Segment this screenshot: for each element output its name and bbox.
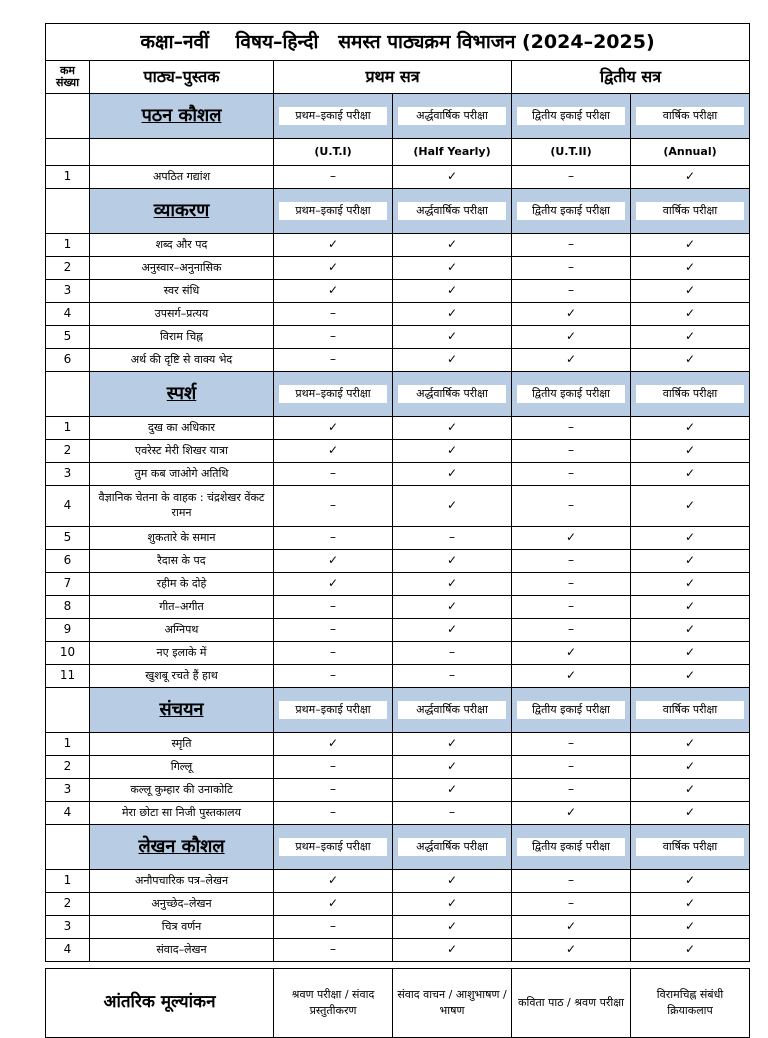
ut2-mark-check: ✓ xyxy=(512,326,631,349)
lesson-serial: 5 xyxy=(46,527,90,550)
half-yearly-mark-check: ✓ xyxy=(393,550,512,573)
ut2-mark-check: ✓ xyxy=(512,527,631,550)
lesson-name: अपठित गद्यांश xyxy=(90,166,274,189)
lesson-name: स्मृति xyxy=(90,733,274,756)
section-header-row xyxy=(46,372,750,417)
half-yearly-mark-check: ✓ xyxy=(393,303,512,326)
half-yearly-mark-dash: – xyxy=(393,665,512,688)
lesson-row xyxy=(46,573,750,596)
ut2-mark-dash: – xyxy=(512,550,631,573)
ut1-mark-check: ✓ xyxy=(274,550,393,573)
lesson-serial: 9 xyxy=(46,619,90,642)
exam-code-row xyxy=(46,139,750,166)
section-serial-cell xyxy=(46,94,90,139)
title-row xyxy=(46,24,750,61)
ut2-mark-dash: – xyxy=(512,486,631,527)
half-yearly-mark-check: ✓ xyxy=(393,733,512,756)
ut2-header: द्वितीय इकाई परीक्षा xyxy=(517,385,625,403)
ut1-mark-dash: – xyxy=(274,596,393,619)
lesson-serial: 3 xyxy=(46,463,90,486)
ut1-mark-check: ✓ xyxy=(274,234,393,257)
assessment-activity: कविता पाठ / श्रवण परीक्षा xyxy=(512,969,631,1038)
ut2-mark-dash: – xyxy=(512,596,631,619)
annual-header-cell xyxy=(631,825,750,870)
lesson-name: अर्थ की दृष्टि से वाक्य भेद xyxy=(90,349,274,372)
annual-mark-check: ✓ xyxy=(631,802,750,825)
ut1-header-cell xyxy=(274,372,393,417)
lesson-name: दुख का अधिकार xyxy=(90,417,274,440)
half-yearly-mark-check: ✓ xyxy=(393,349,512,372)
ut2-header-cell xyxy=(512,372,631,417)
ut2-mark-check: ✓ xyxy=(512,303,631,326)
internal-assessment-table xyxy=(45,968,750,1038)
section-title: पठन कौशल xyxy=(90,94,274,139)
lesson-serial: 4 xyxy=(46,802,90,825)
half-yearly-header: अर्द्धवार्षिक परीक्षा xyxy=(398,202,506,220)
lesson-row xyxy=(46,349,750,372)
ut2-mark-dash: – xyxy=(512,779,631,802)
lesson-name: वैज्ञानिक चेतना के वाहक : चंद्रशेखर वेंकट रामन xyxy=(90,486,274,527)
internal-assessment-row xyxy=(46,969,750,1038)
lesson-row xyxy=(46,417,750,440)
annual-mark-check: ✓ xyxy=(631,527,750,550)
ut1-header: प्रथम–इकाई परीक्षा xyxy=(279,107,387,125)
lesson-row xyxy=(46,619,750,642)
ut1-mark-check: ✓ xyxy=(274,280,393,303)
ut2-mark-dash: – xyxy=(512,280,631,303)
annual-mark-check: ✓ xyxy=(631,870,750,893)
half-yearly-mark-check: ✓ xyxy=(393,756,512,779)
lesson-name: चित्र वर्णन xyxy=(90,916,274,939)
half-yearly-mark-check: ✓ xyxy=(393,326,512,349)
lesson-name: अनौपचारिक पत्र–लेखन xyxy=(90,870,274,893)
lesson-serial: 7 xyxy=(46,573,90,596)
ut1-mark-dash: – xyxy=(274,665,393,688)
section-header-row xyxy=(46,189,750,234)
annual-mark-check: ✓ xyxy=(631,573,750,596)
annual-header-cell xyxy=(631,94,750,139)
ut2-mark-check: ✓ xyxy=(512,642,631,665)
ut1-mark-dash: – xyxy=(274,756,393,779)
lesson-serial: 11 xyxy=(46,665,90,688)
lesson-row xyxy=(46,234,750,257)
lesson-serial: 4 xyxy=(46,303,90,326)
ut1-mark-dash: – xyxy=(274,916,393,939)
lesson-serial: 4 xyxy=(46,939,90,962)
ut2-header-cell xyxy=(512,688,631,733)
lesson-serial: 2 xyxy=(46,257,90,280)
annual-mark-check: ✓ xyxy=(631,463,750,486)
lesson-row xyxy=(46,870,750,893)
lesson-row xyxy=(46,257,750,280)
annual-mark-check: ✓ xyxy=(631,733,750,756)
ut1-mark-dash: – xyxy=(274,463,393,486)
half-yearly-mark-check: ✓ xyxy=(393,440,512,463)
first-term-header: प्रथम सत्र xyxy=(274,61,512,94)
lesson-serial: 1 xyxy=(46,234,90,257)
lesson-row xyxy=(46,596,750,619)
lesson-serial: 1 xyxy=(46,870,90,893)
lesson-serial: 10 xyxy=(46,642,90,665)
annual-mark-check: ✓ xyxy=(631,756,750,779)
lesson-row xyxy=(46,326,750,349)
ut2-header: द्वितीय इकाई परीक्षा xyxy=(517,107,625,125)
ut2-header: द्वितीय इकाई परीक्षा xyxy=(517,701,625,719)
annual-mark-check: ✓ xyxy=(631,257,750,280)
annual-header-cell xyxy=(631,189,750,234)
lesson-row xyxy=(46,463,750,486)
lesson-name: उपसर्ग–प्रत्यय xyxy=(90,303,274,326)
header-row xyxy=(46,61,750,94)
half-yearly-mark-check: ✓ xyxy=(393,619,512,642)
half-yearly-mark-check: ✓ xyxy=(393,916,512,939)
ut2-mark-dash: – xyxy=(512,234,631,257)
ut2-mark-dash: – xyxy=(512,166,631,189)
half-yearly-header-cell xyxy=(393,94,512,139)
ut1-mark-dash: – xyxy=(274,166,393,189)
half-yearly-header: अर्द्धवार्षिक परीक्षा xyxy=(398,838,506,856)
lesson-name: अनुच्छेद–लेखन xyxy=(90,893,274,916)
ut2-header-cell xyxy=(512,825,631,870)
annual-mark-check: ✓ xyxy=(631,642,750,665)
ut1-mark-dash: – xyxy=(274,486,393,527)
annual-mark-check: ✓ xyxy=(631,619,750,642)
lesson-row xyxy=(46,280,750,303)
exam-code: (U.T.I) xyxy=(274,139,393,166)
lesson-name: तुम कब जाओगे अतिथि xyxy=(90,463,274,486)
half-yearly-mark-check: ✓ xyxy=(393,234,512,257)
exam-code: (Annual) xyxy=(631,139,750,166)
ut1-header-cell xyxy=(274,825,393,870)
exam-code: (Half Yearly) xyxy=(393,139,512,166)
ut2-mark-check: ✓ xyxy=(512,349,631,372)
ut2-mark-check: ✓ xyxy=(512,939,631,962)
annual-mark-check: ✓ xyxy=(631,665,750,688)
lesson-serial: 2 xyxy=(46,756,90,779)
half-yearly-header-cell xyxy=(393,372,512,417)
lesson-name: स्वर संधि xyxy=(90,280,274,303)
ut2-mark-check: ✓ xyxy=(512,916,631,939)
lesson-serial: 1 xyxy=(46,733,90,756)
code-book-cell xyxy=(90,139,274,166)
half-yearly-mark-check: ✓ xyxy=(393,417,512,440)
lesson-serial: 5 xyxy=(46,326,90,349)
half-yearly-header-cell xyxy=(393,825,512,870)
annual-mark-check: ✓ xyxy=(631,939,750,962)
section-title: स्पर्श xyxy=(90,372,274,417)
lesson-serial: 2 xyxy=(46,440,90,463)
half-yearly-header: अर्द्धवार्षिक परीक्षा xyxy=(398,701,506,719)
section-header-row xyxy=(46,94,750,139)
annual-mark-check: ✓ xyxy=(631,303,750,326)
lesson-name: नए इलाके में xyxy=(90,642,274,665)
lesson-serial: 3 xyxy=(46,916,90,939)
ut2-mark-dash: – xyxy=(512,733,631,756)
ut2-header: द्वितीय इकाई परीक्षा xyxy=(517,202,625,220)
half-yearly-mark-check: ✓ xyxy=(393,280,512,303)
page-title: कक्षा–नवीं विषय–हिन्दी समस्त पाठ्यक्रम विभाजन (2024–2025) xyxy=(46,24,750,61)
lesson-name: अनुस्वार–अनुनासिक xyxy=(90,257,274,280)
lesson-serial: 8 xyxy=(46,596,90,619)
ut1-mark-dash: – xyxy=(274,303,393,326)
section-serial-cell xyxy=(46,825,90,870)
lesson-serial: 6 xyxy=(46,349,90,372)
lesson-name: विराम चिह्न xyxy=(90,326,274,349)
lesson-row xyxy=(46,166,750,189)
serial-number-header: कम संख्या xyxy=(46,61,90,94)
annual-mark-check: ✓ xyxy=(631,779,750,802)
syllabus-document xyxy=(45,23,749,1038)
annual-mark-check: ✓ xyxy=(631,280,750,303)
half-yearly-mark-check: ✓ xyxy=(393,939,512,962)
annual-header-cell xyxy=(631,372,750,417)
section-title: लेखन कौशल xyxy=(90,825,274,870)
half-yearly-mark-check: ✓ xyxy=(393,166,512,189)
ut2-mark-dash: – xyxy=(512,756,631,779)
ut1-header: प्रथम–इकाई परीक्षा xyxy=(279,838,387,856)
lesson-name: संवाद–लेखन xyxy=(90,939,274,962)
ut1-mark-check: ✓ xyxy=(274,573,393,596)
annual-mark-check: ✓ xyxy=(631,417,750,440)
ut2-mark-dash: – xyxy=(512,573,631,596)
half-yearly-mark-dash: – xyxy=(393,527,512,550)
lesson-name: शब्द और पद xyxy=(90,234,274,257)
half-yearly-header: अर्द्धवार्षिक परीक्षा xyxy=(398,385,506,403)
half-yearly-mark-check: ✓ xyxy=(393,870,512,893)
lesson-row xyxy=(46,440,750,463)
ut2-mark-dash: – xyxy=(512,257,631,280)
lesson-row xyxy=(46,642,750,665)
lesson-row xyxy=(46,779,750,802)
ut1-mark-dash: – xyxy=(274,939,393,962)
ut1-header-cell xyxy=(274,688,393,733)
lesson-row xyxy=(46,665,750,688)
ut2-mark-check: ✓ xyxy=(512,665,631,688)
annual-mark-check: ✓ xyxy=(631,893,750,916)
half-yearly-mark-check: ✓ xyxy=(393,573,512,596)
half-yearly-mark-check: ✓ xyxy=(393,893,512,916)
lesson-serial: 1 xyxy=(46,417,90,440)
ut1-mark-dash: – xyxy=(274,619,393,642)
lesson-name: कल्लू कुम्हार की उनाकोटि xyxy=(90,779,274,802)
half-yearly-header: अर्द्धवार्षिक परीक्षा xyxy=(398,107,506,125)
annual-header: वार्षिक परीक्षा xyxy=(636,385,744,403)
ut2-mark-dash: – xyxy=(512,870,631,893)
lesson-name: खुशबू रचते हैं हाथ xyxy=(90,665,274,688)
ut2-mark-dash: – xyxy=(512,893,631,916)
lesson-row xyxy=(46,939,750,962)
lesson-serial: 3 xyxy=(46,779,90,802)
section-serial-cell xyxy=(46,372,90,417)
section-title: संचयन xyxy=(90,688,274,733)
annual-header-cell xyxy=(631,688,750,733)
lesson-row xyxy=(46,527,750,550)
annual-mark-check: ✓ xyxy=(631,550,750,573)
lesson-row xyxy=(46,550,750,573)
ut1-mark-check: ✓ xyxy=(274,257,393,280)
half-yearly-mark-dash: – xyxy=(393,802,512,825)
ut1-header: प्रथम–इकाई परीक्षा xyxy=(279,385,387,403)
lesson-row xyxy=(46,733,750,756)
lesson-serial: 1 xyxy=(46,166,90,189)
textbook-header: पाठ्य–पुस्तक xyxy=(90,61,274,94)
lesson-row xyxy=(46,303,750,326)
annual-mark-check: ✓ xyxy=(631,234,750,257)
syllabus-table xyxy=(45,23,750,962)
section-serial-cell xyxy=(46,189,90,234)
half-yearly-mark-check: ✓ xyxy=(393,779,512,802)
lesson-name: अग्निपथ xyxy=(90,619,274,642)
assessment-activity: संवाद वाचन / आशुभाषण / भाषण xyxy=(393,969,512,1038)
half-yearly-mark-check: ✓ xyxy=(393,257,512,280)
ut1-mark-check: ✓ xyxy=(274,417,393,440)
ut1-mark-dash: – xyxy=(274,642,393,665)
lesson-name: मेरा छोटा सा निजी पुस्तकालय xyxy=(90,802,274,825)
ut1-mark-dash: – xyxy=(274,779,393,802)
ut1-mark-check: ✓ xyxy=(274,440,393,463)
annual-header: वार्षिक परीक्षा xyxy=(636,701,744,719)
lesson-name: गीत–अगीत xyxy=(90,596,274,619)
annual-header: वार्षिक परीक्षा xyxy=(636,838,744,856)
annual-header: वार्षिक परीक्षा xyxy=(636,202,744,220)
lesson-serial: 2 xyxy=(46,893,90,916)
section-title: व्याकरण xyxy=(90,189,274,234)
ut2-mark-check: ✓ xyxy=(512,802,631,825)
lesson-row xyxy=(46,802,750,825)
second-term-header: द्वितीय सत्र xyxy=(512,61,750,94)
half-yearly-mark-check: ✓ xyxy=(393,596,512,619)
half-yearly-mark-check: ✓ xyxy=(393,463,512,486)
ut2-mark-dash: – xyxy=(512,463,631,486)
assessment-activity: श्रवण परीक्षा / संवाद प्रस्तुतीकरण xyxy=(274,969,393,1038)
section-header-row xyxy=(46,825,750,870)
half-yearly-mark-dash: – xyxy=(393,642,512,665)
ut1-header: प्रथम–इकाई परीक्षा xyxy=(279,701,387,719)
ut1-header: प्रथम–इकाई परीक्षा xyxy=(279,202,387,220)
lesson-name: शुकतारे के समान xyxy=(90,527,274,550)
annual-mark-check: ✓ xyxy=(631,440,750,463)
half-yearly-header-cell xyxy=(393,189,512,234)
lesson-serial: 4 xyxy=(46,486,90,527)
ut2-mark-dash: – xyxy=(512,619,631,642)
ut1-mark-check: ✓ xyxy=(274,893,393,916)
annual-mark-check: ✓ xyxy=(631,326,750,349)
ut2-header-cell xyxy=(512,94,631,139)
lesson-name: गिल्लू xyxy=(90,756,274,779)
lesson-row xyxy=(46,486,750,527)
annual-mark-check: ✓ xyxy=(631,349,750,372)
ut1-mark-dash: – xyxy=(274,527,393,550)
ut1-mark-check: ✓ xyxy=(274,870,393,893)
ut1-mark-dash: – xyxy=(274,802,393,825)
ut1-header-cell xyxy=(274,94,393,139)
ut2-mark-dash: – xyxy=(512,440,631,463)
ut1-mark-dash: – xyxy=(274,326,393,349)
lesson-row xyxy=(46,756,750,779)
lesson-name: रैदास के पद xyxy=(90,550,274,573)
section-header-row xyxy=(46,688,750,733)
lesson-serial: 6 xyxy=(46,550,90,573)
internal-assessment-label: आंतरिक मूल्यांकन xyxy=(46,969,274,1038)
annual-header: वार्षिक परीक्षा xyxy=(636,107,744,125)
code-serial-cell xyxy=(46,139,90,166)
half-yearly-header-cell xyxy=(393,688,512,733)
ut2-header-cell xyxy=(512,189,631,234)
lesson-row xyxy=(46,916,750,939)
annual-mark-check: ✓ xyxy=(631,916,750,939)
half-yearly-mark-check: ✓ xyxy=(393,486,512,527)
ut1-mark-check: ✓ xyxy=(274,733,393,756)
ut1-header-cell xyxy=(274,189,393,234)
ut1-mark-dash: – xyxy=(274,349,393,372)
ut2-mark-dash: – xyxy=(512,417,631,440)
annual-mark-check: ✓ xyxy=(631,486,750,527)
assessment-activity: विरामचिह्न संबंधी क्रियाकलाप xyxy=(631,969,750,1038)
lesson-name: एवरेस्ट मेरी शिखर यात्रा xyxy=(90,440,274,463)
section-serial-cell xyxy=(46,688,90,733)
lesson-row xyxy=(46,893,750,916)
annual-mark-check: ✓ xyxy=(631,596,750,619)
annual-mark-check: ✓ xyxy=(631,166,750,189)
lesson-name: रहीम के दोहे xyxy=(90,573,274,596)
ut2-header: द्वितीय इकाई परीक्षा xyxy=(517,838,625,856)
lesson-serial: 3 xyxy=(46,280,90,303)
exam-code: (U.T.II) xyxy=(512,139,631,166)
